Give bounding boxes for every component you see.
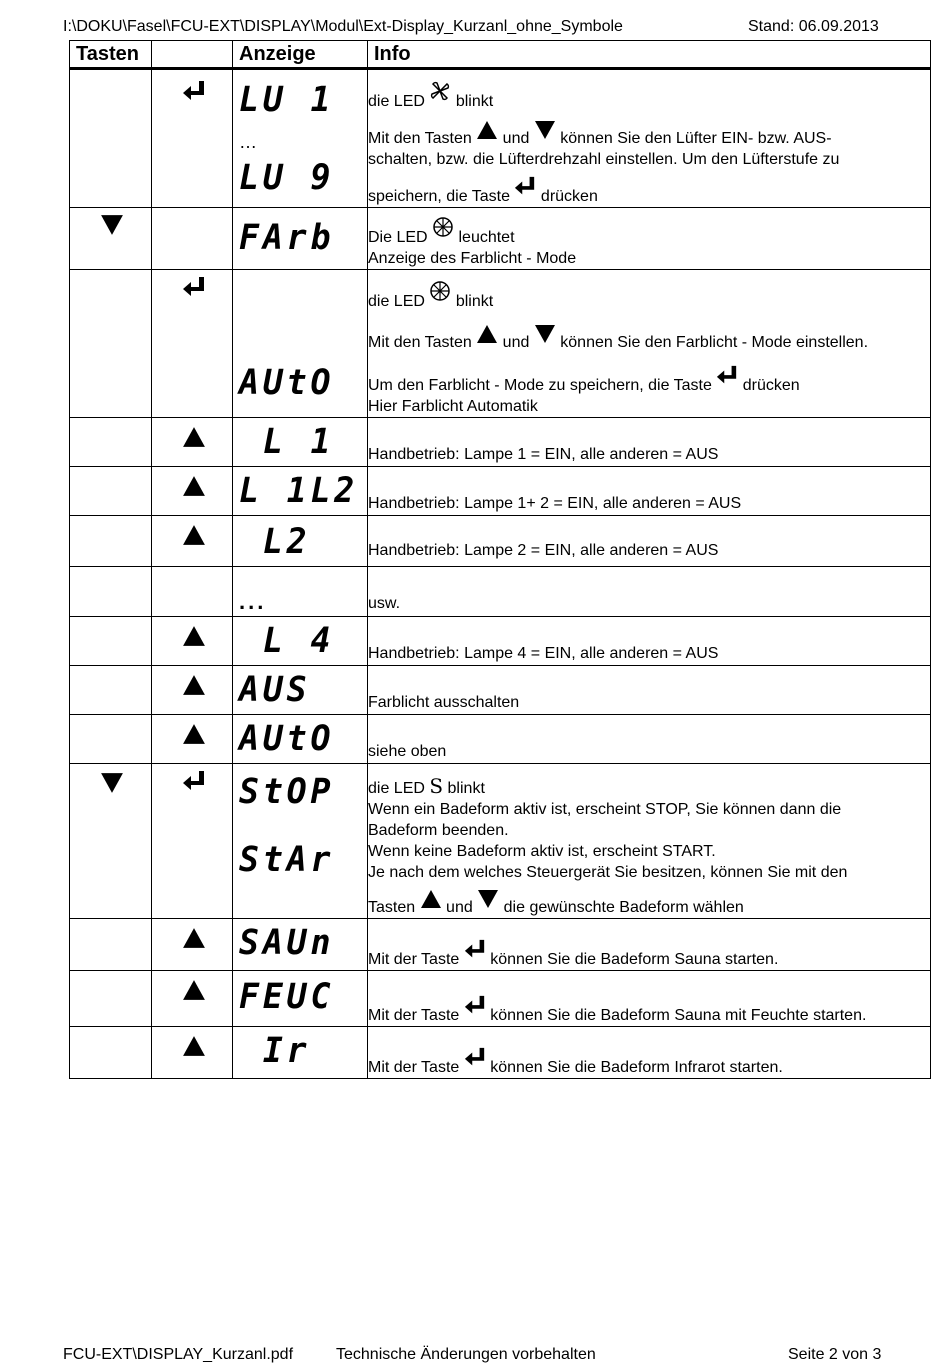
- sauna-led-icon: S: [429, 774, 444, 798]
- info-text: Mit den Tasten: [368, 130, 472, 147]
- info-text: Badeform beenden.: [368, 822, 509, 839]
- table-row: [70, 418, 931, 467]
- info-text: blinkt: [455, 93, 494, 110]
- color-light-led-icon: [429, 280, 451, 302]
- info-text: Um den Farblicht - Mode zu speichern, die Taste: [368, 377, 712, 394]
- down-key-icon: [534, 324, 556, 344]
- up-key-icon: [182, 927, 206, 949]
- info-text: siehe oben: [368, 743, 447, 760]
- display-text: ...: [239, 589, 267, 614]
- display-text: StOP: [239, 772, 335, 812]
- info-text: die LED: [368, 780, 425, 797]
- table-row: [70, 919, 931, 971]
- footer-notice: Technische Änderungen vorbehalten: [336, 1346, 596, 1363]
- col-header-keys: Tasten: [70, 41, 152, 69]
- info-text: und: [502, 130, 530, 147]
- table-row: [70, 617, 931, 666]
- display-text: L 1L2: [239, 471, 359, 511]
- display-text: SAUn: [239, 923, 335, 963]
- info-text: schalten, bzw. die Lüfterdrehzahl einstellen. Um den Lüfterstufe zu: [368, 151, 840, 168]
- up-key-icon: [182, 1035, 206, 1057]
- up-key-icon: [182, 674, 206, 696]
- down-key-icon: [534, 120, 556, 140]
- display-text: LU 9: [239, 158, 335, 198]
- display-text: AUtO: [239, 363, 335, 403]
- enter-key-icon: [514, 176, 536, 198]
- enter-key-icon: [464, 995, 486, 1017]
- info-text: Mit der Taste: [368, 1007, 460, 1024]
- table-row: [70, 1027, 931, 1079]
- col-header-empty: [152, 41, 233, 69]
- info-text: die gewünschte Badeform wählen: [503, 899, 744, 916]
- display-text: L 4: [239, 621, 335, 661]
- display-text: StAr: [239, 840, 335, 880]
- enter-key-icon: [464, 1047, 486, 1069]
- table-row: [70, 971, 931, 1027]
- table-row: [70, 567, 931, 617]
- down-key-icon: [477, 889, 499, 909]
- info-text: Wenn ein Badeform aktiv ist, erscheint STOP, Sie können dann die: [368, 801, 842, 818]
- enter-key-icon: [464, 939, 486, 961]
- table-row: [70, 270, 931, 418]
- info-text: können Sie den Lüfter EIN- bzw. AUS-: [560, 130, 832, 147]
- display-text: FEUC: [239, 977, 335, 1017]
- enter-key-icon: [182, 276, 206, 300]
- key-display-table: [69, 40, 931, 1079]
- up-key-icon: [420, 889, 442, 909]
- enter-key-icon: [716, 365, 738, 387]
- display-text: AUS: [239, 670, 311, 710]
- info-text: Tasten: [368, 899, 416, 916]
- enter-key-icon: [182, 80, 206, 104]
- table-row: [70, 208, 931, 270]
- display-text: LU 1: [239, 80, 335, 120]
- fan-led-icon: [429, 80, 451, 102]
- table-row: [70, 516, 931, 567]
- info-text: blinkt: [455, 293, 494, 310]
- footer-filename: FCU-EXT\DISPLAY_Kurzanl.pdf: [63, 1346, 294, 1363]
- info-text: Mit der Taste: [368, 1059, 460, 1076]
- info-text: können Sie den Farblicht - Mode einstellen.: [560, 334, 869, 351]
- info-text: Je nach dem welches Steuergerät Sie besitzen, können Sie mit den: [368, 864, 848, 881]
- up-key-icon: [182, 524, 206, 546]
- display-text: L2: [239, 522, 311, 562]
- down-key-icon: [100, 772, 124, 794]
- info-text: blinkt: [447, 780, 485, 797]
- info-text: können Sie die Badeform Sauna starten.: [490, 951, 779, 968]
- display-ellipsis: …: [239, 132, 257, 152]
- table-row: [70, 764, 931, 919]
- info-text: Anzeige des Farblicht - Mode: [368, 250, 577, 267]
- info-text: Handbetrieb: Lampe 1+ 2 = EIN, alle anderen = AUS: [368, 495, 742, 512]
- info-text: Handbetrieb: Lampe 4 = EIN, alle anderen = AUS: [368, 645, 719, 662]
- table-row: [70, 715, 931, 764]
- info-text: Handbetrieb: Lampe 2 = EIN, alle anderen = AUS: [368, 542, 719, 559]
- info-text: speichern, die Taste: [368, 188, 511, 205]
- info-text: können Sie die Badeform Infrarot starten.: [490, 1059, 783, 1076]
- table-row: [70, 69, 931, 208]
- info-text: und: [446, 899, 473, 916]
- info-text: die LED: [368, 293, 425, 310]
- info-text: Mit den Tasten: [368, 334, 472, 351]
- up-key-icon: [182, 475, 206, 497]
- up-key-icon: [476, 120, 498, 140]
- up-key-icon: [182, 723, 206, 745]
- up-key-icon: [476, 324, 498, 344]
- up-key-icon: [182, 426, 206, 448]
- info-text: die LED: [368, 93, 425, 110]
- header-path: I:\DOKU\Fasel\FCU-EXT\DISPLAY\Modul\Ext-Display_Kurzanl_ohne_Symbole: [63, 18, 623, 35]
- col-header-info: Info: [368, 41, 931, 69]
- enter-key-icon: [182, 770, 206, 794]
- display-text: FArb: [239, 218, 335, 258]
- info-text: leuchtet: [458, 229, 515, 246]
- display-text: AUtO: [239, 719, 335, 759]
- info-text: Wenn keine Badeform aktiv ist, erscheint START.: [368, 843, 716, 860]
- table-header-row: [70, 41, 931, 69]
- up-key-icon: [182, 625, 206, 647]
- display-text: L 1: [239, 422, 335, 462]
- display-text: Ir: [239, 1031, 311, 1071]
- info-text: Farblicht ausschalten: [368, 694, 520, 711]
- color-light-led-icon: [432, 216, 454, 238]
- info-text: drücken: [540, 188, 598, 205]
- table-row: [70, 666, 931, 715]
- info-text: können Sie die Badeform Sauna mit Feuchte starten.: [490, 1007, 867, 1024]
- col-header-display: Anzeige: [233, 41, 368, 69]
- header-date: Stand: 06.09.2013: [748, 18, 879, 35]
- info-text: usw.: [368, 595, 401, 612]
- footer-page-number: Seite 2 von 3: [788, 1346, 882, 1363]
- info-text: Mit der Taste: [368, 951, 460, 968]
- info-text: Die LED: [368, 229, 428, 246]
- table-row: [70, 467, 931, 516]
- up-key-icon: [182, 979, 206, 1001]
- info-text: Handbetrieb: Lampe 1 = EIN, alle anderen = AUS: [368, 446, 719, 463]
- info-text: drücken: [742, 377, 800, 394]
- info-text: Hier Farblicht Automatik: [368, 398, 538, 415]
- info-text: und: [502, 334, 530, 351]
- down-key-icon: [100, 214, 124, 236]
